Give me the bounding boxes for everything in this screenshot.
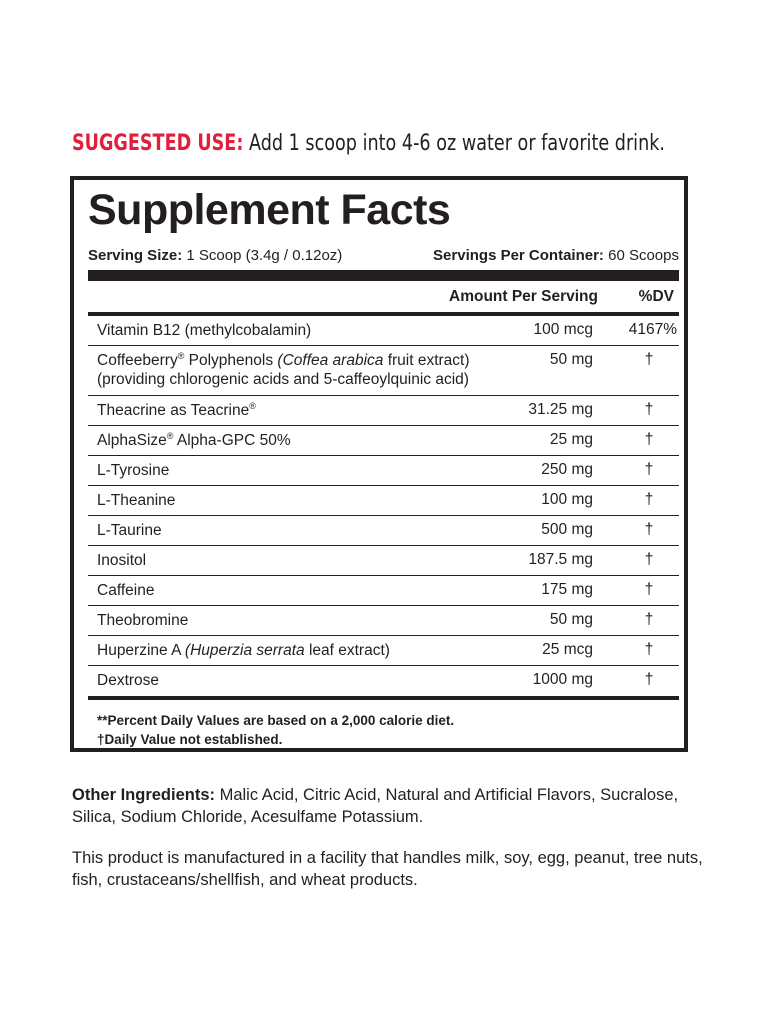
facts-title: Supplement Facts [88, 186, 451, 234]
ingredient-name: L-Taurine [97, 522, 162, 539]
serving-size [88, 247, 342, 264]
ingredient-amount: 50 mg [549, 611, 593, 628]
ingredient-name: Theobromine [97, 612, 189, 629]
ingredient-row [88, 576, 679, 606]
ingredient-name [97, 351, 470, 389]
footnote-not-established: †Daily Value not established. [97, 732, 283, 747]
other-ingredients-label: Other Ingredients: [72, 786, 216, 804]
ingredient-latin-name: (Coffea arabica [277, 352, 384, 369]
ingredient-row [88, 486, 679, 516]
ingredient-name: Inositol [97, 552, 147, 569]
ingredient-name: L-Theanine [97, 492, 176, 509]
ingredient-amount: 31.25 mg [528, 401, 593, 418]
ingredient-dv: † [644, 671, 654, 688]
ingredient-amount: 25 mcg [542, 641, 593, 658]
ingredient-row [88, 456, 679, 486]
ingredient-amount: 100 mg [541, 491, 593, 508]
ingredient-dv: † [644, 581, 654, 598]
servings-value: 60 Scoops [603, 247, 679, 264]
ingredient-row [88, 636, 679, 666]
ingredient-name-text: Polyphenols [184, 352, 278, 369]
ingredient-name-text: fruit extract) [383, 352, 470, 369]
ingredient-latin-name: (Huperzia serrata [184, 642, 305, 659]
ingredient-row [88, 396, 679, 426]
ingredient-dv: † [644, 431, 654, 448]
allergen-statement: This product is manufactured in a facility that handles milk, soy, egg, peanut, tree nuts, fish, crustaceans/shellfish, and wheat products. [72, 849, 703, 889]
ingredient-dv: † [644, 641, 654, 658]
suggested-use-text: Add 1 scoop into 4-6 oz water or favorite drink. [243, 131, 666, 156]
suggested-use-label: SUGGESTED USE: [72, 131, 244, 156]
amount-header: Amount Per Serving [449, 288, 598, 305]
ingredient-amount: 100 mcg [533, 321, 593, 338]
other-ingredients-text: Malic Acid, Citric Acid, Natural and Artificial Flavors, Sucralose, Silica, Sodium Chloride, Acesulfame Potassium. [72, 786, 679, 826]
serving-size-label: Serving Size: [88, 247, 183, 264]
ingredient-row [88, 606, 679, 636]
ingredient-table [88, 316, 679, 700]
ingredient-name [97, 431, 291, 450]
ingredient-row [88, 426, 679, 456]
ingredient-dv: † [644, 491, 654, 508]
ingredient-name-text: AlphaSize [97, 432, 167, 449]
ingredient-dv: † [644, 551, 654, 568]
ingredient-name [97, 401, 256, 420]
ingredient-name-text: Theacrine as Teacrine [97, 402, 250, 419]
ingredient-row [88, 346, 679, 396]
ingredient-amount: 50 mg [549, 351, 593, 368]
ingredient-name-text: Huperzine A [97, 642, 185, 659]
ingredient-amount: 175 mg [541, 581, 593, 598]
ingredient-dv: † [644, 461, 654, 478]
ingredient-detail: (providing chlorogenic acids and 5-caffeoylquinic acid) [97, 371, 469, 388]
ingredient-name [97, 321, 311, 340]
serving-size-value: 1 Scoop (3.4g / 0.12oz) [182, 247, 343, 264]
dv-header: %DV [638, 288, 674, 305]
ingredient-dv: † [644, 351, 654, 368]
ingredient-row [88, 666, 679, 700]
ingredient-name-text: Alpha-GPC 50% [173, 432, 291, 449]
ingredient-name-text: Coffeeberry [97, 352, 178, 369]
supplement-facts-panel [70, 176, 688, 752]
other-ingredients [72, 784, 712, 828]
ingredient-name-text: leaf extract) [304, 642, 390, 659]
thick-divider [88, 270, 679, 281]
ingredient-dv: † [644, 611, 654, 628]
ingredient-amount: 500 mg [541, 521, 593, 538]
ingredient-name: Caffeine [97, 582, 155, 599]
registered-mark: ® [166, 431, 174, 441]
registered-mark: ® [249, 401, 256, 411]
ingredient-name: L-Tyrosine [97, 462, 170, 479]
ingredient-dv: † [644, 401, 654, 418]
ingredient-name: Dextrose [97, 672, 160, 689]
ingredient-amount: 250 mg [541, 461, 593, 478]
footnote-daily-values: **Percent Daily Values are based on a 2,000 calorie diet. [97, 713, 455, 728]
servings-per-container [433, 247, 679, 264]
ingredient-row [88, 316, 679, 346]
suggested-use [72, 131, 666, 156]
ingredient-name [97, 641, 390, 660]
ingredient-amount: 25 mg [549, 431, 593, 448]
footnotes [97, 711, 454, 749]
registered-mark: ® [177, 351, 185, 361]
ingredient-row [88, 516, 679, 546]
ingredient-dv: † [644, 521, 654, 538]
ingredient-row [88, 546, 679, 576]
servings-label: Servings Per Container: [433, 247, 604, 264]
ingredient-dv: 4167% [628, 321, 677, 338]
ingredient-amount: 187.5 mg [528, 551, 593, 568]
ingredient-amount: 1000 mg [532, 671, 593, 688]
ingredient-name-text: Vitamin B12 (methylcobalamin) [97, 322, 312, 339]
